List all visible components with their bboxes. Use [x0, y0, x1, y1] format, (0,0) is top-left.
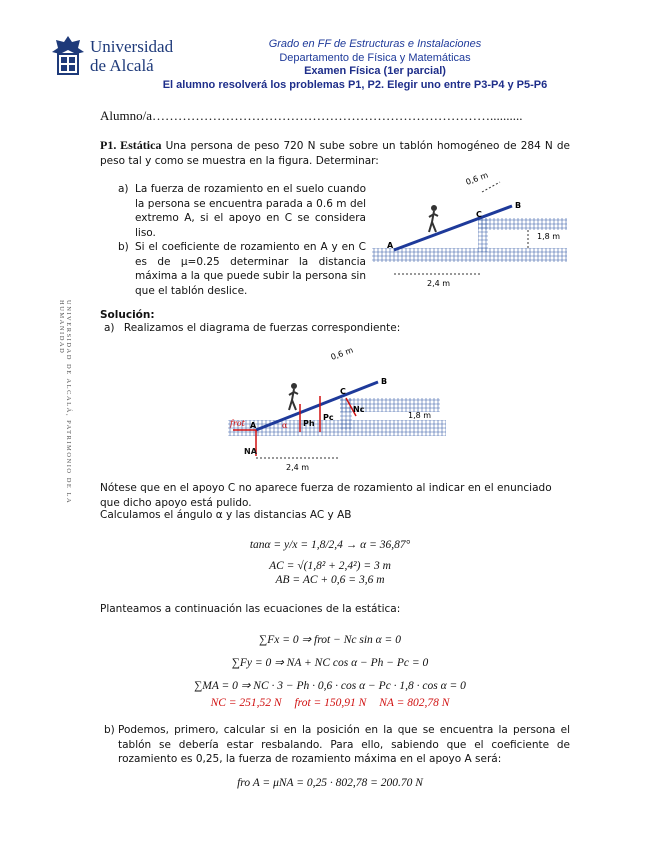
dim-right2: 1,8 m — [408, 411, 432, 420]
problem-item-a — [118, 182, 366, 240]
eq-frmax: fro A = μNA = 0,25 · 802,78 = 200.70 N — [237, 777, 423, 789]
header-degree: Grado en FF de Estructuras e Instalaciones — [268, 38, 482, 50]
side-watermark: UNIVERSIDAD DE ALCALÁ, PATRIMONIO DE LA HUMANIDAD — [58, 300, 72, 504]
label-ph: Ph — [303, 419, 315, 428]
solution-b-text: Podemos, primero, calcular si en la posición en la que se encuentra la persona el tablón se debería estar resbalando. Para ello, sabiendo que el coeficiente de rozamiento es 0,25, la fuerza de rozamiento máxima en el apoyo A será: — [118, 724, 570, 765]
solution-b-marker: b) — [104, 724, 115, 736]
eq-ab: AB = AC + 0,6 = 3,6 m — [275, 574, 385, 586]
label-alpha: α — [282, 421, 288, 430]
force-diagram — [228, 346, 446, 476]
header-department: Departamento de Física y Matemáticas — [279, 52, 471, 64]
label-b: B — [515, 201, 522, 210]
item-a-text: La fuerza de rozamiento en el suelo cuando la persona se encuentra parada a 0.6 m del extremo A, si el apoyo en C se considera liso. — [135, 183, 366, 239]
eq-tan: tanα = y/x = 1,8/2,4 → α = 36,87° — [249, 539, 411, 551]
problem-text: Una persona de peso 720 N sube sobre un tablón homogéneo de 284 N de peso tal y como se muestra en la figura. Determinar: — [100, 140, 571, 167]
solution-a-marker: a) — [104, 322, 115, 334]
solution-b — [104, 723, 570, 767]
label-a2: A — [250, 421, 257, 430]
dim-top: 0,6 m — [464, 170, 490, 187]
eq-fy: ∑Fy = 0 ⇒ NA + NC cos α − Ph − Pc = 0 — [231, 657, 429, 669]
solution-title: Solución: — [100, 309, 155, 321]
solution-a-text: Realizamos el diagrama de fuerzas correspondiente: — [123, 322, 401, 334]
label-b2: B — [381, 377, 388, 386]
header-instructions: El alumno resolverá los problemas P1, P2. Elegir uno entre P3-P4 y P5-P6 — [162, 79, 548, 91]
ground — [372, 248, 567, 262]
result-frot: frot = 150,91 N — [294, 697, 367, 709]
dim-bottom2: 2,4 m — [286, 463, 310, 472]
eq-fx: ∑Fx = 0 ⇒ frot − Nc sin α = 0 — [259, 634, 401, 646]
item-b-marker: b) — [118, 241, 129, 253]
label-a: A — [387, 241, 394, 250]
dim-bottom: 2,4 m — [427, 279, 451, 288]
label-na: NA — [244, 447, 257, 456]
statics-paragraph: Planteamos a continuación las ecuaciones de la estática: — [100, 603, 401, 615]
result-na: NA = 802,78 N — [379, 697, 450, 709]
person-icon — [429, 205, 438, 232]
problem-label: P1. Estática — [100, 138, 162, 152]
upper-platform — [478, 218, 567, 230]
problem-figure — [372, 170, 567, 295]
label-nc: Nc — [353, 405, 365, 414]
university-name-line1: Universidad — [90, 37, 174, 56]
eq-ma: ∑MA = 0 ⇒ NC · 3 − Ph · 0,6 · cos α − Pc · 1,8 · cos α = 0 — [194, 680, 466, 692]
university-name-line2: de Alcalá — [90, 56, 154, 75]
note-paragraph: Nótese que en el apoyo C no aparece fuerza de rozamiento al indicar en el enunciado que dicho apoyo está pulido. — [100, 482, 552, 509]
label-c: C — [476, 210, 482, 219]
item-a-marker: a) — [118, 183, 129, 195]
solution-a — [104, 321, 400, 336]
label-frot: frot — [230, 419, 245, 428]
student-name-line: Alumno/a…………………………………………………………………….......... — [100, 108, 523, 123]
problem-statement — [100, 138, 570, 168]
eq-ac: AC = √(1,8² + 2,4²) = 3 m — [269, 560, 391, 572]
result-nc: NC = 251,52 N — [210, 697, 282, 709]
label-c2: C — [340, 387, 346, 396]
angles-paragraph: Calculamos el ángulo α y las distancias AC y AB — [100, 509, 352, 521]
item-b-text: Si el coeficiente de rozamiento en A y en C es de μ=0.25 determinar la distancia máxima a la que puede subir la persona sin que el tablón deslice. — [135, 241, 366, 297]
university-crest-icon — [50, 34, 86, 78]
eq-results — [160, 697, 500, 709]
problem-item-b — [118, 240, 366, 298]
dim-right: 1,8 m — [537, 232, 561, 241]
header-exam: Examen Física (1er parcial) — [304, 65, 446, 77]
label-pc: Pc — [323, 413, 334, 422]
person-icon-2 — [289, 383, 298, 410]
dim-top2: 0,6 m — [329, 346, 355, 362]
